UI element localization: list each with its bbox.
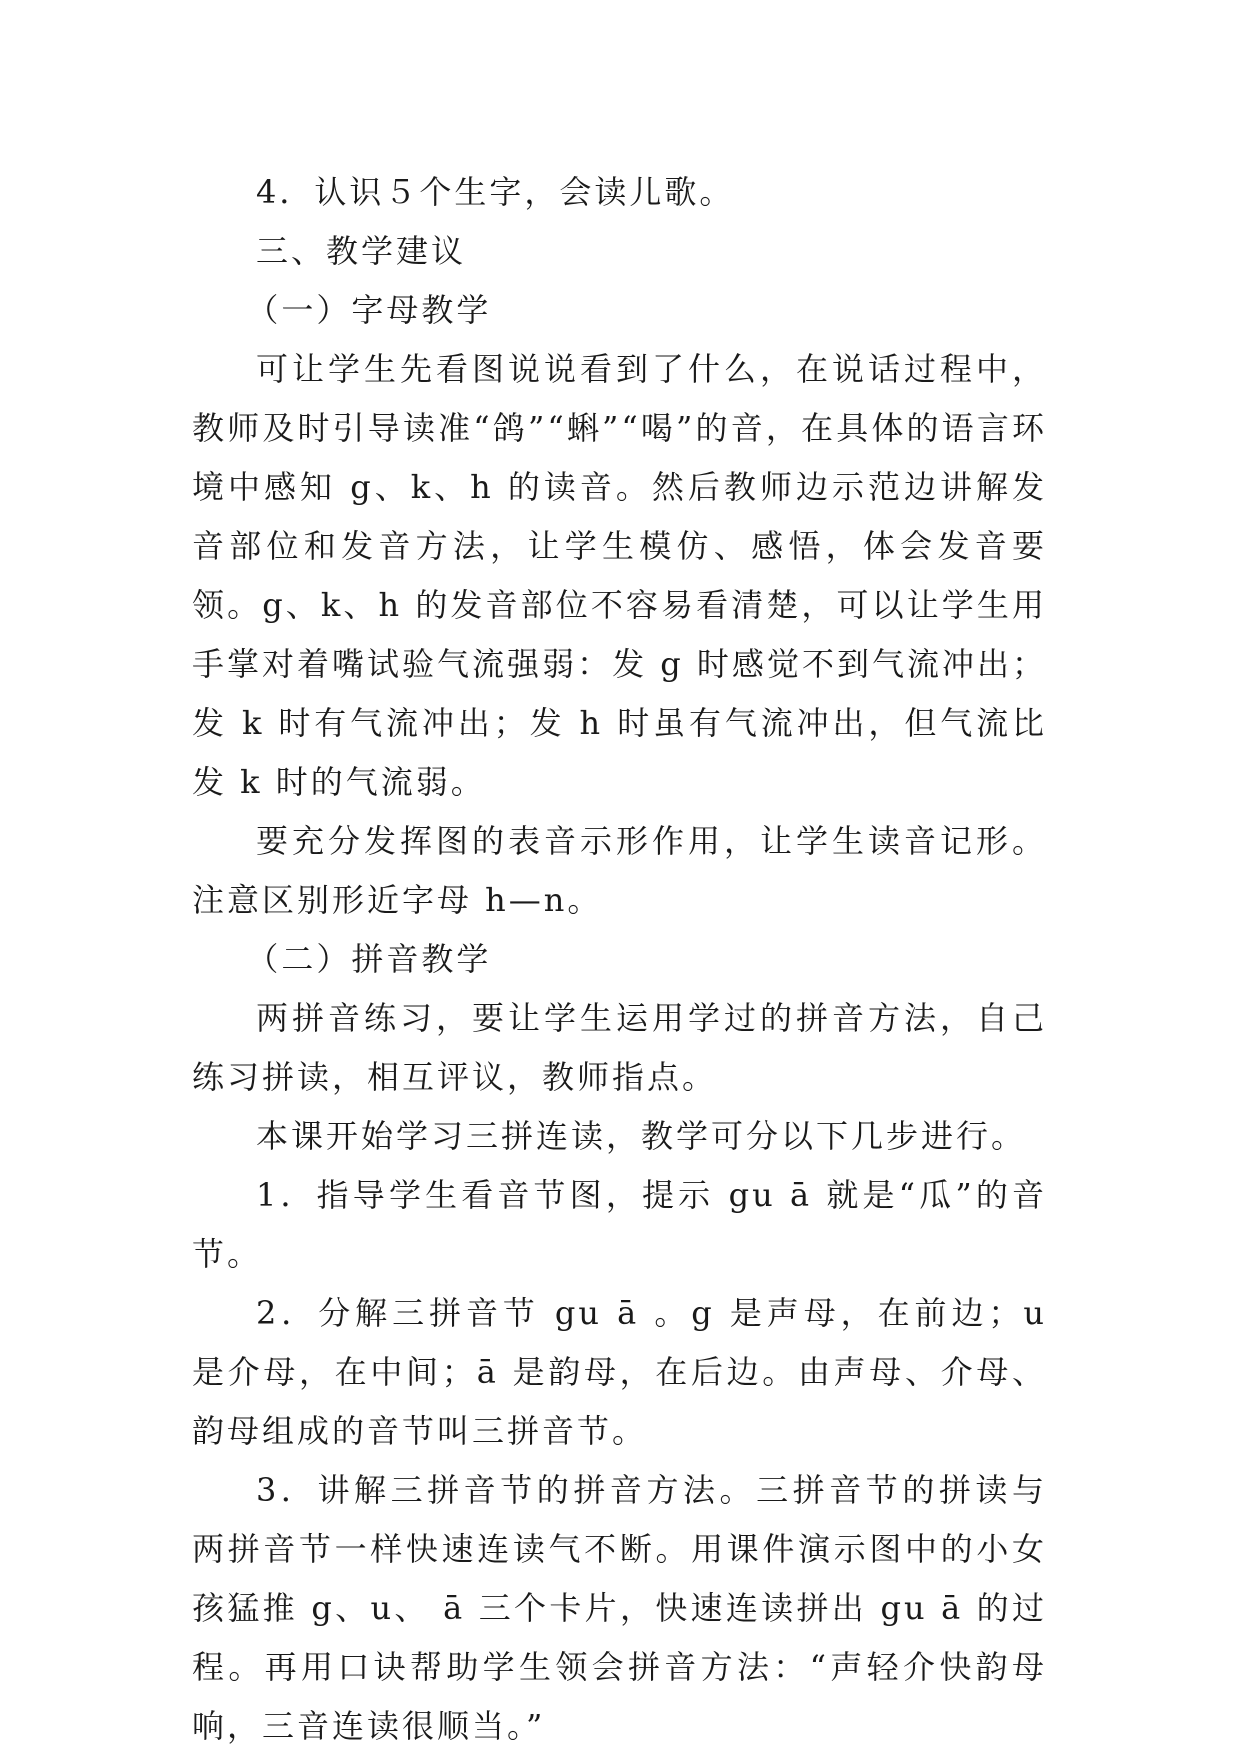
document-body	[192, 163, 1047, 1756]
objective-item-4: 4．认识５个生字，会读儿歌。	[256, 173, 735, 211]
step-item-3: 3．讲解三拼音节的拼音方法。三拼音节的拼读与两拼音节一样快速连读气不断。用课件演示图中的小女孩猛推 g、u、 ā 三个卡片，快速连读拼出 gu ā 的过程。再用口诀帮助学生领会拼音方法：“声轻介快韵母响，三音连读很顺当。”	[192, 1471, 1047, 1745]
subsection-heading-pinyin-teaching: （二）拼音教学	[246, 940, 492, 978]
paragraph-pinyin-teaching-2: 本课开始学习三拼连读，教学可分以下几步进行。	[256, 1117, 1027, 1155]
paragraph-letter-teaching-1: 可让学生先看图说说看到了什么，在说话过程中，教师及时引导读准“鸽”“蝌”“喝”的音，在具体的语言环境中感知 g、k、h 的读音。然后教师边示范边讲解发音部位和发音方法，让学生模仿、感悟，体会发音要领。g、k、h 的发音部位不容易看清楚，可以让学生用手掌对着嘴试验气流强弱：发 g 时感觉不到气流冲出；发 k 时有气流冲出；发 h 时虽有气流冲出，但气流比发 k 时的气流弱。	[192, 350, 1047, 801]
step-item-2: 2．分解三拼音节 gu ā 。g 是声母，在前边；u 是介母，在中间；ā 是韵母，在后边。由声母、介母、韵母组成的音节叫三拼音节。	[192, 1294, 1047, 1450]
section-heading-teaching-suggestions: 三、教学建议	[256, 232, 467, 270]
subsection-heading-letter-teaching: （一）字母教学	[246, 291, 492, 329]
step-item-1: 1．指导学生看音节图，提示 gu ā 就是“瓜”的音节。	[192, 1176, 1047, 1273]
paragraph-pinyin-teaching-1: 两拼音练习，要让学生运用学过的拼音方法，自己练习拼读，相互评议，教师指点。	[192, 999, 1047, 1096]
paragraph-letter-teaching-2: 要充分发挥图的表音示形作用，让学生读音记形。注意区别形近字母 h—n。	[192, 822, 1047, 919]
